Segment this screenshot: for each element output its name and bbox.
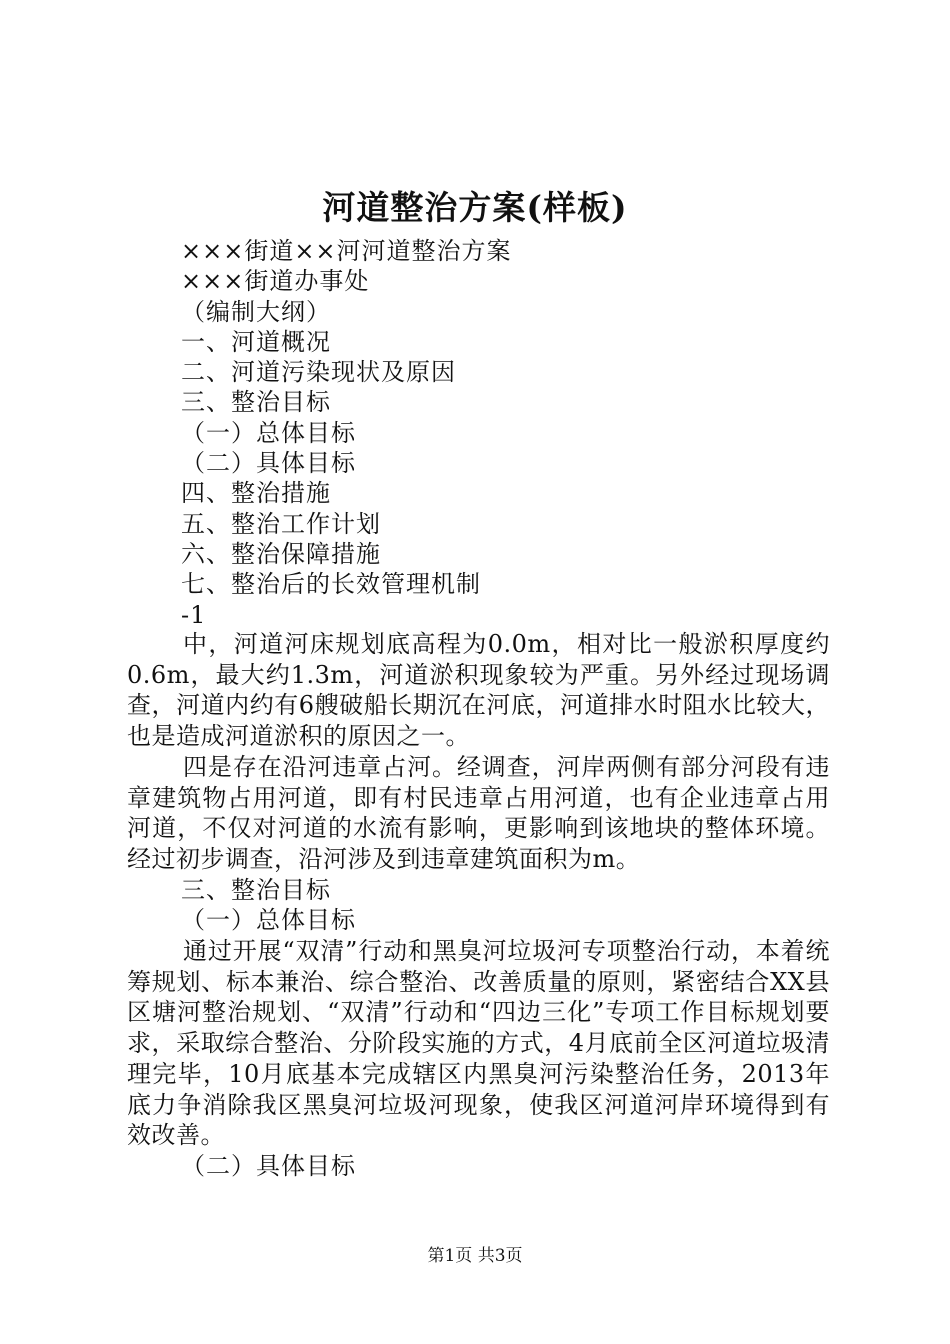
outline-item: 一、河道概况 xyxy=(181,327,331,356)
outline-item: 三、整治目标 xyxy=(181,388,331,417)
body-text xyxy=(127,629,830,1182)
page-footer: 第1页 共3页 xyxy=(427,1246,523,1266)
outline-item: 六、整治保障措施 xyxy=(181,539,381,568)
outline-item: 七、整治后的长效管理机制 xyxy=(181,570,481,599)
outline-item: ×××街道办事处 xyxy=(181,267,370,296)
subsection-heading: （一）总体目标 xyxy=(181,906,356,935)
body-paragraph: 通过开展“双清”行动和黑臭河垃圾河专项整治行动，本着统筹规划、标本兼治、综合整治、改善质量的原则，紧密结合XX县区塘河整治规划、“双清”行动和“四边三化”专项工作目标规划要求，采取综合整治、分阶段实施的方式，4月底前全区河道垃圾清理完毕，10月底基本完成辖区内黑臭河污染整治任务，2013年底力争消除我区黑臭河垃圾河现象，使我区河道河岸环境得到有效改善。 xyxy=(127,937,830,1150)
subsection-heading: （二）具体目标 xyxy=(181,1151,356,1180)
outline-item: 四、整治措施 xyxy=(181,479,331,508)
outline-item: -1 xyxy=(181,600,207,629)
outline-item: 五、整治工作计划 xyxy=(181,509,381,538)
outline-item: （一）总体目标 xyxy=(181,418,356,447)
outline-list xyxy=(181,236,841,630)
outline-item: （编制大纲） xyxy=(181,297,331,326)
outline-item: 二、河道污染现状及原因 xyxy=(181,358,456,387)
body-paragraph: 中，河道河床规划底高程为0.0m，相对比一般淤积厚度约0.6m，最大约1.3m，河道淤积现象较为严重。另外经过现场调查，河道内约有6艘破船长期沉在河底，河道排水时阻水比较大，也是造成河道淤积的原因之一。 xyxy=(127,630,830,751)
body-paragraph: 四是存在沿河违章占河。经调查，河岸两侧有部分河段有违章建筑物占用河道，即有村民违章占用河道，也有企业违章占用河道，不仅对河道的水流有影响，更影响到该地块的整体环境。经过初步调查，沿河涉及到违章建筑面积为m。 xyxy=(127,752,830,873)
document-title: 河道整治方案(样板) xyxy=(322,188,628,227)
outline-item: ×××街道××河河道整治方案 xyxy=(181,237,512,265)
section-heading: 三、整治目标 xyxy=(181,875,331,904)
outline-item: （二）具体目标 xyxy=(181,449,356,478)
